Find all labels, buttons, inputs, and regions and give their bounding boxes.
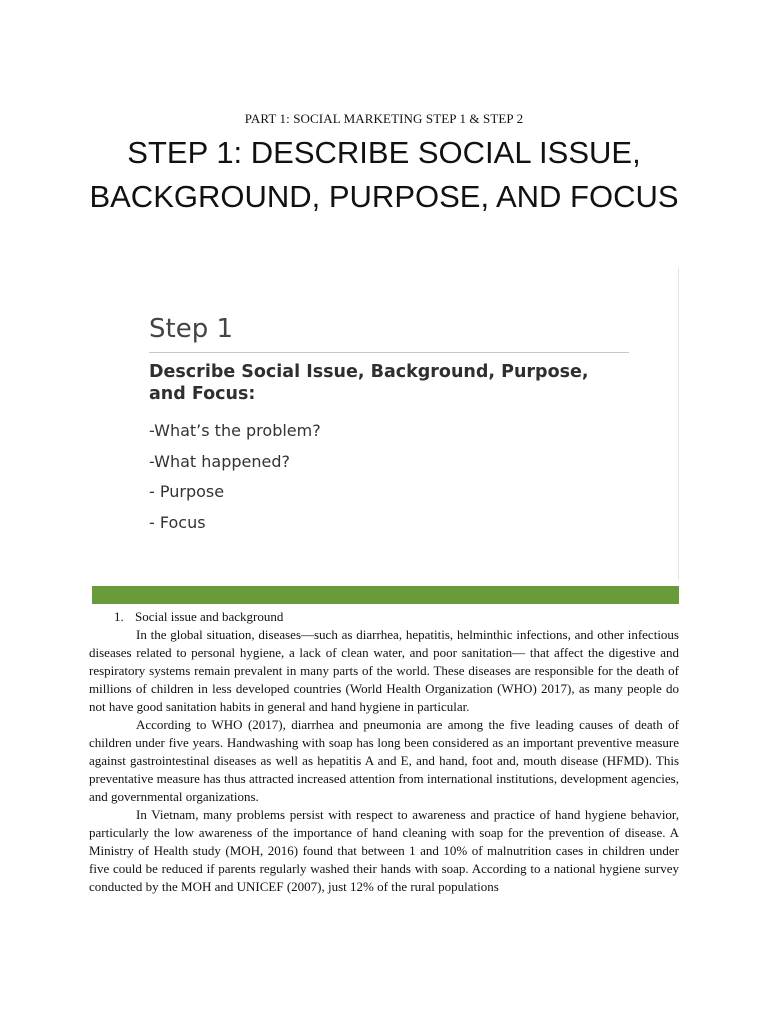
slide-divider [149, 352, 629, 353]
section-number: 1. [114, 609, 124, 624]
slide-step-title: Step 1 [149, 314, 234, 344]
slide-bullet: - Purpose [149, 482, 225, 501]
slide-accent-bar [92, 586, 679, 604]
slide-border [678, 268, 679, 580]
part-header: PART 1: SOCIAL MARKETING STEP 1 & STEP 2 [244, 111, 524, 126]
body-paragraph: In Vietnam, many problems persist with respect to awareness and practice of hand hygiene behavior, particularly the low awareness of the importance of hand cleaning with soap for the prevention of disease. A Ministry of Health study (MOH, 2016) found that between 1 and 10% of malnutrition cases in children under five could be reduced if parents regularly washed their hands with soap. According to a national hygiene survey conducted by the MOH and UNICEF (2007), just 12% of the rural populations [89, 807, 679, 894]
section-heading [89, 608, 679, 626]
body-paragraph: According to WHO (2017), diarrhea and pneumonia are among the five leading causes of death of children under five years. Handwashing with soap has long been considered as an important preventive measure against gastrointestinal diseases as well as hepatitis A and E, and hand, foot and, mouth disease (HFMD). This preventative measure has thus attracted increased attention from international institutions, development agencies, and governmental organizations. [89, 717, 679, 804]
body-paragraph: In the global situation, diseases—such as diarrhea, hepatitis, helminthic infections, and other infectious diseases related to personal hygiene, a lack of clean water, and poor sanitation— that affect the digestive and respiratory systems remain prevalent in many parts of the world. These diseases are responsible for the death of millions of children in less developed countries (World Health Organization (WHO) 2017), as many people do not have good sanitation habits in general and hand hygiene in particular. [89, 627, 679, 714]
section-heading-text: Social issue and background [135, 609, 284, 624]
page-title: STEP 1: DESCRIBE SOCIAL ISSUE, BACKGROUND, PURPOSE, AND FOCUS [89, 135, 679, 214]
slide-bullet: -What’s the problem? [149, 421, 321, 440]
slide-bullet-list [149, 416, 321, 538]
slide-bullet: - Focus [149, 512, 206, 532]
slide-image [92, 268, 679, 604]
slide-heading: Describe Social Issue, Background, Purpose, and Focus: [149, 362, 589, 404]
slide-bullet: -What happened? [149, 451, 290, 471]
body-content [89, 608, 679, 896]
